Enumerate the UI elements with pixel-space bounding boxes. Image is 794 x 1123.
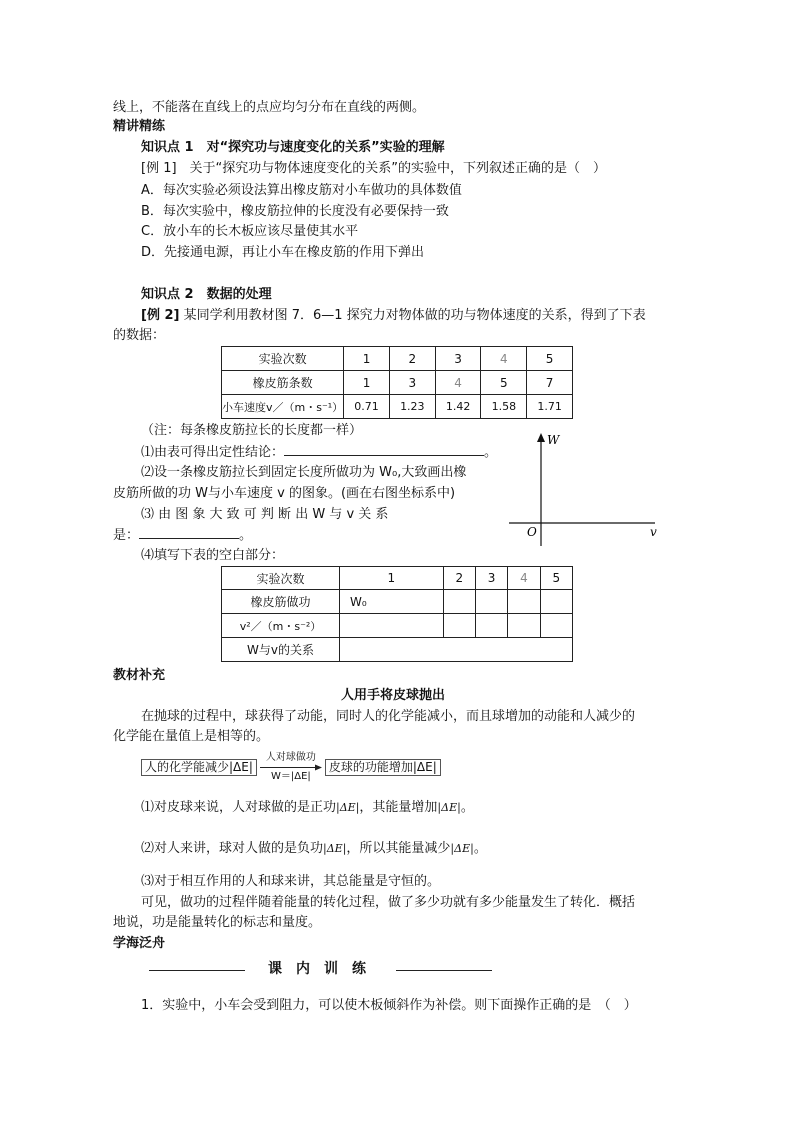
kp1-option-c: C．放小车的长木板应该尽量使其水平 <box>141 224 359 239</box>
q1-period: 。 <box>484 445 498 460</box>
table-input-cell[interactable] <box>540 590 572 614</box>
y-axis-arrow-icon <box>537 433 545 442</box>
table-cell: 实验次数 <box>222 567 340 590</box>
paragraph-ball-text-c: 。 <box>460 800 474 815</box>
table-row <box>222 638 573 662</box>
flow-arrow-bottom-label: W＝|ΔE| <box>270 770 311 782</box>
q3-period: 。 <box>239 528 253 543</box>
table-cell: 小车速度v／（m・s⁻¹） <box>222 395 344 419</box>
table-row <box>222 614 573 638</box>
fill-in-table <box>221 566 573 662</box>
conclusion-b: 地说，功是能量转化的标志和量度。 <box>113 915 322 930</box>
table-cell: 5 <box>527 347 573 371</box>
energy-flow-diagram <box>141 752 441 782</box>
paragraph-ball <box>141 799 474 817</box>
table-input-cell[interactable] <box>475 590 507 614</box>
kp2-example-tag: [例 2] <box>141 308 180 323</box>
table-cell: 3 <box>435 347 481 371</box>
table-cell: 1.42 <box>435 395 481 419</box>
table-row <box>222 347 573 371</box>
table-cell: 3 <box>389 371 435 395</box>
wv-axes-graph[interactable] <box>505 430 675 550</box>
section-heading-explain: 精讲精练 <box>113 119 166 134</box>
table-cell: 实验次数 <box>222 347 344 371</box>
table-input-cell[interactable] <box>443 590 475 614</box>
kp2-note: （注：每条橡皮筋拉长的长度都一样） <box>141 423 363 438</box>
abs-delta-e: |ΔE| <box>323 842 347 855</box>
table-cell: 1.23 <box>389 395 435 419</box>
table-cell: 0.71 <box>344 395 390 419</box>
paragraph-person-text-c: 。 <box>473 841 487 856</box>
data-table <box>221 346 573 419</box>
q1-text: ⑴由表可得出定性结论： <box>141 445 285 460</box>
kp2-question-4: ⑷填写下表的空白部分： <box>141 548 285 563</box>
abs-delta-e: |ΔE| <box>437 801 461 814</box>
kp1-title: 知识点 1 对“探究功与速度变化的关系”实验的理解 <box>141 140 445 155</box>
kp1-option-a: A．每次实验必须设法算出橡皮筋对小车做功的具体数值 <box>141 183 462 198</box>
table-row <box>222 371 573 395</box>
table-input-cell[interactable] <box>508 614 540 638</box>
question-1: 1．实验中，小车会受到阻力，可以使木板倾斜作为补偿。则下面操作正确的是 （ ） <box>141 998 637 1013</box>
table-input-cell[interactable] <box>340 614 444 638</box>
table-cell: 橡皮筋做功 <box>222 590 340 614</box>
y-axis-label: W <box>547 433 560 447</box>
table-cell: 1 <box>344 371 390 395</box>
divider-right <box>396 970 492 971</box>
table-cell: 5 <box>481 371 527 395</box>
table-cell: 橡皮筋条数 <box>222 371 344 395</box>
q1-answer-blank[interactable] <box>284 443 484 456</box>
table-row <box>222 395 573 419</box>
kp2-question-3b <box>113 526 252 545</box>
right-arrow-icon <box>260 764 322 771</box>
paragraph-person-text-b: ，所以其能量减少 <box>346 841 451 856</box>
table-cell: 1 <box>344 347 390 371</box>
flow-right-box: 皮球的功能增加|ΔE| <box>325 759 441 776</box>
table-cell: 1.71 <box>527 395 573 419</box>
table-row <box>222 590 573 614</box>
kp2-question-2a: ⑵设一条橡皮筋拉长到固定长度所做功为 W₀,大致画出橡 <box>141 465 467 480</box>
intro-line: 线上，不能落在直线上的点应均匀分布在直线的两侧。 <box>113 100 426 115</box>
divider-left <box>149 970 245 971</box>
table-input-cell[interactable] <box>540 614 572 638</box>
flow-arrow-top-label: 人对球做功 <box>265 751 316 763</box>
table-cell: 2 <box>443 567 475 590</box>
x-axis-label: v <box>650 525 657 539</box>
table-input-cell[interactable] <box>508 590 540 614</box>
kp1-option-d: D．先接通电源，再让小车在橡皮筋的作用下弹出 <box>141 245 425 260</box>
supplement-paragraph-1b: 化学能在量值上是相等的。 <box>113 729 270 744</box>
kp2-example-text: 某同学利用教材图 7．6—1 探究力对物体做的功与物体速度的关系，得到了下表 <box>183 308 646 323</box>
abs-delta-e: |ΔE| <box>336 801 360 814</box>
table-cell: 4 <box>435 371 481 395</box>
table-cell: W₀ <box>340 590 444 614</box>
table-cell: 1 <box>340 567 444 590</box>
q3-answer-blank[interactable] <box>139 526 239 539</box>
kp2-question-1 <box>141 443 497 462</box>
table-cell: 7 <box>527 371 573 395</box>
kp1-option-b: B．每次实验中，橡皮筋拉伸的长度没有必要保持一致 <box>141 204 449 219</box>
supplement-title: 人用手将皮球抛出 <box>341 688 446 703</box>
kp2-title: 知识点 2 数据的处理 <box>141 287 272 302</box>
flow-arrow <box>260 752 322 783</box>
kp1-example: [例 1] 关于“探究功与物体速度变化的关系”的实验中，下列叙述正确的是（ ） <box>141 161 607 176</box>
section-heading-supplement: 教材补充 <box>113 668 166 683</box>
table-cell: 1.58 <box>481 395 527 419</box>
kp2-example-text-cont: 的数据： <box>113 328 166 343</box>
paragraph-person <box>141 840 487 858</box>
table-cell: 4 <box>481 347 527 371</box>
table-cell: 5 <box>540 567 572 590</box>
table-cell: 3 <box>475 567 507 590</box>
table-input-cell[interactable] <box>475 614 507 638</box>
table-input-cell[interactable] <box>443 614 475 638</box>
abs-delta-e: |ΔE| <box>450 842 474 855</box>
table-cell: W与v的关系 <box>222 638 340 662</box>
conclusion-a: 可见，做功的过程伴随着能量的转化过程，做了多少功就有多少能量发生了转化．概括 <box>141 895 636 910</box>
section-heading-sea: 学海泛舟 <box>113 936 166 951</box>
kp2-question-2b: 皮筋所做的功 W与小车速度 v 的图象。(画在右图坐标系中) <box>113 486 456 501</box>
table-input-cell[interactable] <box>340 638 573 662</box>
paragraph-ball-text-a: ⑴对皮球来说，人对球做的是正功 <box>141 800 337 815</box>
table-row <box>222 567 573 590</box>
table-cell: v²／（m・s⁻²） <box>222 614 340 638</box>
flow-left-box: 人的化学能减少|ΔE| <box>141 759 257 776</box>
origin-label: O <box>527 525 537 539</box>
training-title: 课 内 训 练 <box>268 961 366 977</box>
table-cell: 2 <box>389 347 435 371</box>
paragraph-person-text-a: ⑵对人来讲，球对人做的是负功 <box>141 841 324 856</box>
q3-label: 是： <box>113 528 140 543</box>
supplement-paragraph-1a: 在抛球的过程中，球获得了动能，同时人的化学能减小，而且球增加的动能和人减少的 <box>141 709 636 724</box>
paragraph-system: ⑶对于相互作用的人和球来讲，其总能量是守恒的。 <box>141 874 441 889</box>
kp2-example <box>141 307 646 325</box>
kp2-question-3a: ⑶ 由 图 象 大 致 可 判 断 出 W 与 v 关 系 <box>141 507 389 522</box>
paragraph-ball-text-b: ，其能量增加 <box>359 800 438 815</box>
table-cell: 4 <box>508 567 540 590</box>
